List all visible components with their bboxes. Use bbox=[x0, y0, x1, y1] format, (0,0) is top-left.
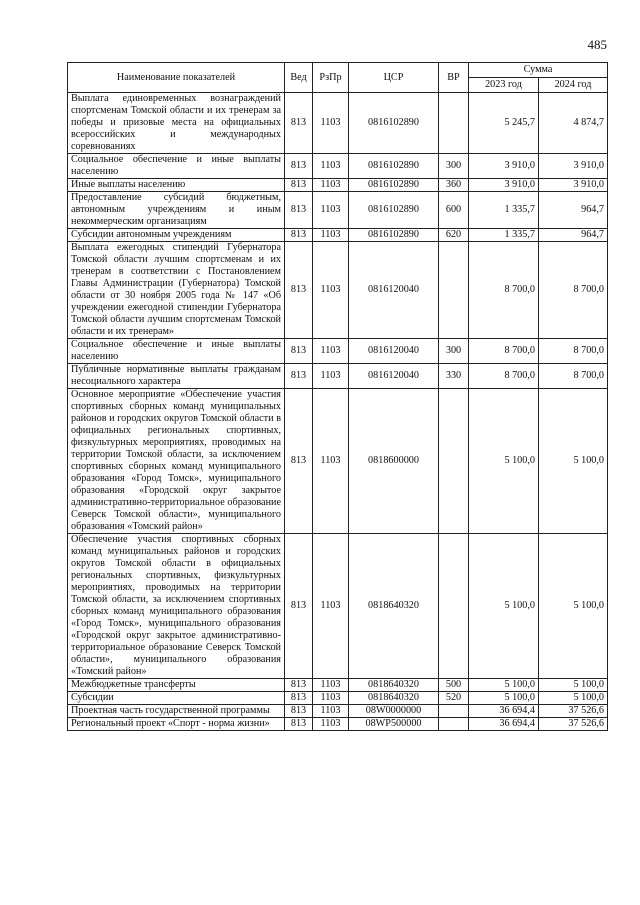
row-csr: 0816102890 bbox=[349, 179, 439, 192]
table-row bbox=[68, 339, 608, 364]
row-vr: 500 bbox=[439, 679, 469, 692]
table-row bbox=[68, 692, 608, 705]
table-row bbox=[68, 364, 608, 389]
header-vr: ВР bbox=[439, 63, 469, 93]
row-vr: 300 bbox=[439, 154, 469, 179]
header-year-2024: 2024 год bbox=[539, 78, 608, 93]
row-name: Социальное обеспечение и иные выплаты населению bbox=[68, 339, 285, 364]
row-sum-2023: 5 100,0 bbox=[469, 692, 539, 705]
row-ved: 813 bbox=[285, 93, 313, 154]
row-csr: 0818640320 bbox=[349, 679, 439, 692]
row-rzpr: 1103 bbox=[313, 692, 349, 705]
row-sum-2023: 5 100,0 bbox=[469, 679, 539, 692]
header-year-2023: 2023 год bbox=[469, 78, 539, 93]
row-rzpr: 1103 bbox=[313, 718, 349, 731]
row-csr: 0816102890 bbox=[349, 93, 439, 154]
row-csr: 0818600000 bbox=[349, 389, 439, 534]
row-sum-2024: 37 526,6 bbox=[539, 718, 608, 731]
budget-table bbox=[67, 62, 608, 731]
row-ved: 813 bbox=[285, 364, 313, 389]
row-sum-2024: 8 700,0 bbox=[539, 339, 608, 364]
row-ved: 813 bbox=[285, 534, 313, 679]
table-row bbox=[68, 705, 608, 718]
row-sum-2024: 3 910,0 bbox=[539, 179, 608, 192]
row-csr: 0818640320 bbox=[349, 534, 439, 679]
row-csr: 0818640320 bbox=[349, 692, 439, 705]
row-sum-2023: 36 694,4 bbox=[469, 705, 539, 718]
row-sum-2023: 3 910,0 bbox=[469, 179, 539, 192]
row-sum-2023: 3 910,0 bbox=[469, 154, 539, 179]
row-ved: 813 bbox=[285, 242, 313, 339]
row-sum-2023: 1 335,7 bbox=[469, 229, 539, 242]
row-sum-2024: 964,7 bbox=[539, 229, 608, 242]
table-row bbox=[68, 718, 608, 731]
table-row bbox=[68, 389, 608, 534]
table-header bbox=[68, 63, 608, 93]
row-rzpr: 1103 bbox=[313, 242, 349, 339]
row-ved: 813 bbox=[285, 705, 313, 718]
row-ved: 813 bbox=[285, 389, 313, 534]
row-sum-2024: 5 100,0 bbox=[539, 534, 608, 679]
row-sum-2024: 8 700,0 bbox=[539, 364, 608, 389]
header-rzpr: РзПр bbox=[313, 63, 349, 93]
row-vr: 520 bbox=[439, 692, 469, 705]
header-ved: Вед bbox=[285, 63, 313, 93]
row-sum-2023: 5 245,7 bbox=[469, 93, 539, 154]
row-vr bbox=[439, 389, 469, 534]
row-sum-2023: 8 700,0 bbox=[469, 339, 539, 364]
row-vr: 360 bbox=[439, 179, 469, 192]
row-name: Основное мероприятие «Обеспечение участия спортивных сборных команд муниципальных районов и городских округов Томской области в официальных региональных спортивных, физкультурных мероприятиях, проводимых на территории Томской области, за исключением спортивных сборных команд муниципального образования «Город Томск», муниципального образования «Городской округ закрытое административно-территориальное образование Северск Томской области», муниципального образования «Томский район» bbox=[68, 389, 285, 534]
row-rzpr: 1103 bbox=[313, 154, 349, 179]
row-sum-2023: 5 100,0 bbox=[469, 534, 539, 679]
row-vr: 620 bbox=[439, 229, 469, 242]
row-csr: 0816102890 bbox=[349, 229, 439, 242]
row-name: Социальное обеспечение и иные выплаты населению bbox=[68, 154, 285, 179]
table-row bbox=[68, 229, 608, 242]
row-vr bbox=[439, 93, 469, 154]
row-csr: 08WP500000 bbox=[349, 718, 439, 731]
row-vr: 600 bbox=[439, 192, 469, 229]
row-csr: 0816102890 bbox=[349, 192, 439, 229]
table-row bbox=[68, 154, 608, 179]
table-row bbox=[68, 534, 608, 679]
row-vr bbox=[439, 242, 469, 339]
table-row bbox=[68, 679, 608, 692]
row-sum-2024: 964,7 bbox=[539, 192, 608, 229]
row-ved: 813 bbox=[285, 679, 313, 692]
table-row bbox=[68, 179, 608, 192]
row-ved: 813 bbox=[285, 339, 313, 364]
row-sum-2023: 8 700,0 bbox=[469, 242, 539, 339]
header-sum: Сумма bbox=[469, 63, 608, 78]
row-sum-2024: 8 700,0 bbox=[539, 242, 608, 339]
row-sum-2024: 3 910,0 bbox=[539, 154, 608, 179]
row-sum-2024: 4 874,7 bbox=[539, 93, 608, 154]
row-sum-2024: 5 100,0 bbox=[539, 389, 608, 534]
row-name: Межбюджетные трансферты bbox=[68, 679, 285, 692]
row-name: Предоставление субсидий бюджетным, автономным учреждениям и иным некоммерческим организациям bbox=[68, 192, 285, 229]
header-name: Наименование показателей bbox=[68, 63, 285, 93]
row-csr: 08W0000000 bbox=[349, 705, 439, 718]
row-csr: 0816120040 bbox=[349, 242, 439, 339]
row-rzpr: 1103 bbox=[313, 679, 349, 692]
row-ved: 813 bbox=[285, 154, 313, 179]
row-rzpr: 1103 bbox=[313, 389, 349, 534]
row-rzpr: 1103 bbox=[313, 192, 349, 229]
row-rzpr: 1103 bbox=[313, 339, 349, 364]
row-rzpr: 1103 bbox=[313, 229, 349, 242]
row-name: Выплата ежегодных стипендий Губернатора Томской области лучшим спортсменам и их тренерам в соответствии с Постановлением Главы Администрации (Губернатора) Томской области от 30 ноября 2005 года № 147 «Об учреждении ежегодной стипендии Губернатора Томской области лучшим спортсменам Томской области и их тренерам» bbox=[68, 242, 285, 339]
header-csr: ЦСР bbox=[349, 63, 439, 93]
row-sum-2024: 5 100,0 bbox=[539, 679, 608, 692]
row-csr: 0816102890 bbox=[349, 154, 439, 179]
row-sum-2023: 36 694,4 bbox=[469, 718, 539, 731]
row-sum-2023: 8 700,0 bbox=[469, 364, 539, 389]
row-rzpr: 1103 bbox=[313, 93, 349, 154]
row-name: Обеспечение участия спортивных сборных команд муниципальных районов и городских округов Томской области в официальных региональных спортивных, физкультурных мероприятиях, проводимых на территории Томской области, за исключением спортивных сборных команд муниципального образования «Город Томск», муниципального образования «Городской округ закрытое административно-территориальное образование Северск Томской области», муниципального образования «Томский район» bbox=[68, 534, 285, 679]
row-csr: 0816120040 bbox=[349, 364, 439, 389]
table-row bbox=[68, 93, 608, 154]
row-name: Региональный проект «Спорт - норма жизни» bbox=[68, 718, 285, 731]
row-vr bbox=[439, 534, 469, 679]
row-rzpr: 1103 bbox=[313, 534, 349, 679]
table-row bbox=[68, 242, 608, 339]
row-vr: 300 bbox=[439, 339, 469, 364]
row-name: Иные выплаты населению bbox=[68, 179, 285, 192]
row-name: Выплата единовременных вознаграждений спортсменам Томской области и их тренерам за победы и призовые места на официальных всероссийских и международных соревнованиях bbox=[68, 93, 285, 154]
row-vr: 330 bbox=[439, 364, 469, 389]
row-rzpr: 1103 bbox=[313, 364, 349, 389]
page-number: 485 bbox=[587, 37, 607, 52]
table-row bbox=[68, 192, 608, 229]
row-csr: 0816120040 bbox=[349, 339, 439, 364]
row-ved: 813 bbox=[285, 192, 313, 229]
row-sum-2023: 5 100,0 bbox=[469, 389, 539, 534]
row-vr bbox=[439, 705, 469, 718]
row-sum-2024: 5 100,0 bbox=[539, 692, 608, 705]
table-body bbox=[68, 93, 608, 731]
row-ved: 813 bbox=[285, 179, 313, 192]
row-rzpr: 1103 bbox=[313, 179, 349, 192]
row-sum-2023: 1 335,7 bbox=[469, 192, 539, 229]
row-ved: 813 bbox=[285, 229, 313, 242]
row-name: Субсидии автономным учреждениям bbox=[68, 229, 285, 242]
row-name: Публичные нормативные выплаты гражданам несоциального характера bbox=[68, 364, 285, 389]
row-name: Субсидии bbox=[68, 692, 285, 705]
row-ved: 813 bbox=[285, 692, 313, 705]
row-name: Проектная часть государственной программы bbox=[68, 705, 285, 718]
row-sum-2024: 37 526,6 bbox=[539, 705, 608, 718]
row-ved: 813 bbox=[285, 718, 313, 731]
row-vr bbox=[439, 718, 469, 731]
row-rzpr: 1103 bbox=[313, 705, 349, 718]
